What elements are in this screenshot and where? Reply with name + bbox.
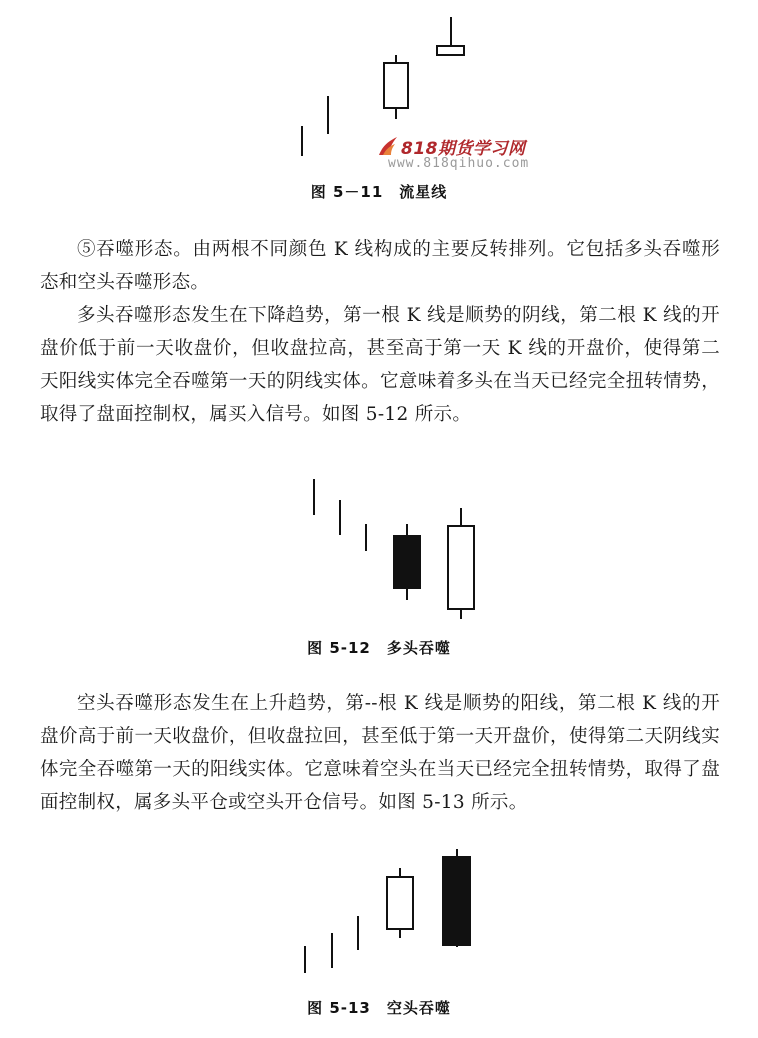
black-engulfing-body xyxy=(443,857,470,945)
paragraph-engulfing-intro: ⑤吞噬形态。由两根不同颜色 K 线构成的主要反转排列。它包括多头吞噬形态和空头吞噬形态。 xyxy=(40,239,720,293)
paragraph-bearish-engulfing: 空头吞噬形态发生在上升趋势，第--根 K 线是顺势的阳线，第二根 K 线的开盘价高于前一天收盘价，但收盘拉回，甚至低于第一天开盘价，使得第二天阴线实体完全吞噬第一天的阳线实体。它意味着空头在当天已经完全扭转情势，取得了盘面控制权，属多头平仓或空头开仓信号。如图 5-13 所示。 xyxy=(40,693,720,813)
figure-5-12-caption: 图 5-12 多头吞噬 xyxy=(307,639,451,657)
paragraph-bullish-engulfing: 多头吞噬形态发生在下降趋势，第一根 K 线是顺势的阴线，第二根 K 线的开盘价低于前一天收盘价，但收盘拉高，甚至高于第一天 K 线的开盘价，使得第二天阳线实体完全吞噬第一天的阴线实体。它意味着多头在当天已经完全扭转情势，取得了盘面控制权，属买入信号。如图 5-12 所示。 xyxy=(40,305,720,425)
figure-5-13-caption: 图 5-13 空头吞噬 xyxy=(307,999,451,1017)
watermark-title: 818期货学习网 xyxy=(401,138,526,159)
figure-5-11-caption: 图 5－11 流星线 xyxy=(310,183,448,201)
white-candle-body xyxy=(387,877,413,929)
watermark-url: www.818qihuo.com xyxy=(388,156,530,171)
